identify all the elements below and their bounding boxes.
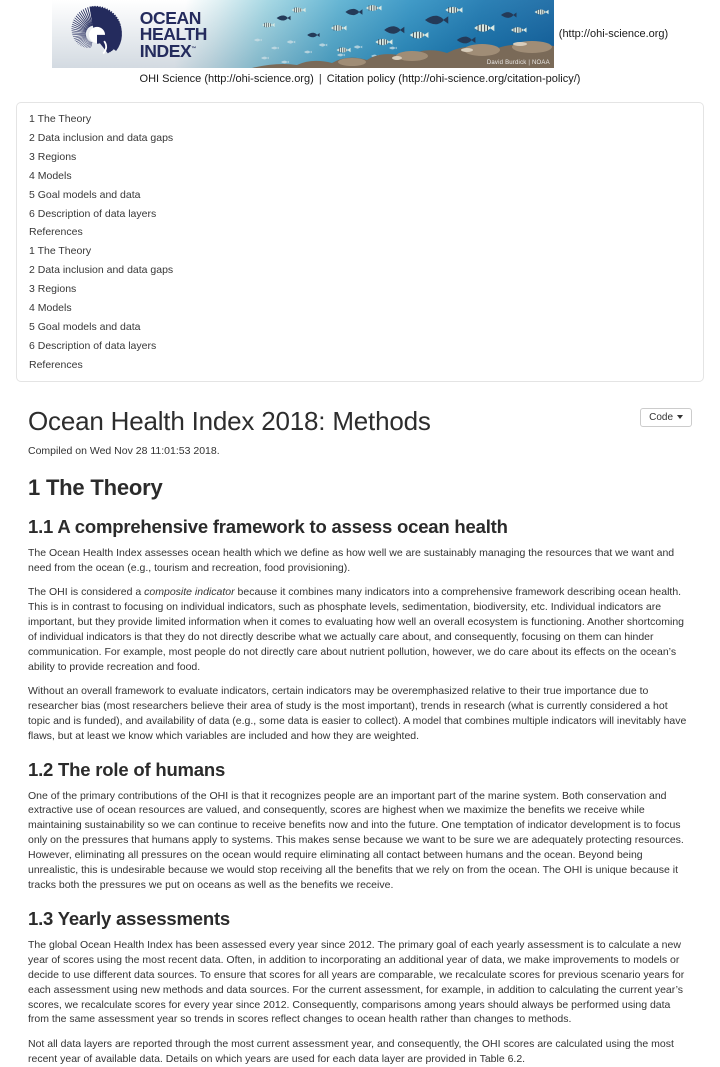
ohi-science-link[interactable]: OHI Science (http://ohi-science.org) [140, 73, 314, 85]
paragraph: The global Ocean Health Index has been assessed every year since 2012. The primary goal of each yearly assessment is to calculate a new year of scores using the most recent data. Often, in addition to incorporating an additional year of data, we make improvements to models or decide to use different data sources. To ensure that scores for all years are comparable, we recalculate scores for previous scenario years for each assessment using new methods and data sources. For the current assessment, for example, in addition to calculating the current year’s scores, we recalculate scores for every year since 2012. Consequently, comparisons among years should always be performed using data from the same assessment year so trends in scores reflect changes to ocean health rather than changes to methods. [28, 938, 692, 1027]
toc-item-models-2[interactable]: 4 Models [29, 299, 691, 318]
toc-item-references-2[interactable]: References [29, 356, 691, 375]
logo-line-2: HEALTH [140, 27, 207, 43]
trademark-symbol: ™ [191, 46, 196, 52]
code-dropdown-button[interactable] [640, 408, 692, 427]
logo-line-3: INDEX™ [140, 42, 207, 59]
section-1-heading: 1 The Theory [28, 475, 692, 501]
toc-item-regions[interactable]: 3 Regions [29, 148, 691, 167]
section-1-3-heading: 1.3 Yearly assessments [28, 908, 692, 930]
code-button-label: Code [649, 412, 673, 423]
ohi-logo-sunburst-icon [56, 1, 138, 67]
document-title: Ocean Health Index 2018: Methods [28, 406, 692, 437]
italic-term: composite indicator [144, 586, 234, 598]
compiled-date: Compiled on Wed Nov 28 11:01:53 2018. [28, 445, 692, 457]
toc-item-data-layers-2[interactable]: 6 Description of data layers [29, 337, 691, 356]
citation-policy-link[interactable]: Citation policy (http://ohi-science.org/citation-policy/) [327, 73, 581, 85]
paragraph: One of the primary contributions of the OHI is that it recognizes people are an important part of the marine system. Both conservation and extractive use of ocean resources are valued, and consequently, scores are highest when we maximize the benefits we receive while maintaining sustainability so we can continue to receive benefits now and into the future. One temptation of indicator development is to focus only on the pressures that humans apply to systems. This makes sense because we want to be sure we are adequately protecting resources. However, eliminating all pressures on the ocean would require eliminating all contact between humans and the ocean. Beyond being unrealistic, this is undesirable because we would stop receiving all the benefits that we rely on from the ocean. The OHI is unique because it tracks both the pressures we put on oceans as well as the benefits we receive. [28, 789, 692, 893]
toc-item-models[interactable]: 4 Models [29, 167, 691, 186]
caret-down-icon [677, 415, 683, 419]
paragraph: Without an overall framework to evaluate indicators, certain indicators may be overemphasized relative to their true importance due to researcher bias (most researchers believe their area of study is the most important), trends in research (what is currently considered a hot topic and is funded), and availability of data (e.g., some data is easier to collect). A model that combines multiple indicators will inevitably have flaws, but at least we know which variables are included and how they are weighted. [28, 684, 692, 744]
paragraph: Not all data layers are reported through the most current assessment year, and consequently, the OHI scores are calculated using the most recent year of available data. Details on which years are used for each data layer are provided in Table 6.2. [28, 1037, 692, 1067]
section-1-1-heading: 1.1 A comprehensive framework to assess ocean health [28, 516, 692, 538]
ohi-logo-wordmark [140, 11, 207, 59]
logo-line-1: OCEAN [140, 11, 207, 27]
table-of-contents [16, 102, 704, 382]
photo-credit: David Burdick | NOAA [487, 60, 550, 66]
toc-item-data-inclusion-2[interactable]: 2 Data inclusion and data gaps [29, 261, 691, 280]
toc-item-references[interactable]: References [29, 223, 691, 242]
header-nav [0, 73, 720, 85]
ohi-logo [56, 1, 207, 67]
paragraph: The Ocean Health Index assesses ocean health which we define as how well we are sustainably managing the resources that we want and need from the ocean (e.g., tourism and recreation, food provisioning). [28, 546, 692, 576]
header-site-url-link[interactable]: (http://ohi-science.org) [559, 28, 668, 40]
paragraph: The OHI is considered a composite indicator because it combines many indicators into a comprehensive framework describing ocean health. This is in contrast to focusing on individual indicators, such as phosphate levels, sedimentation, biodiversity, etc. Individual indicators are important, but they provide limited information when it comes to evaluating how well an overall ecosystem is functioning. Another shortcoming of individual indicators is that they do not directly describe what we actually care about, and consequently, focusing on them can hinder communication. For example, most people do not directly care about nutrient pollution, however, we do care about its effects on the ocean’s ability to provide recreation and food. [28, 585, 692, 674]
page-header [0, 0, 720, 85]
toc-item-data-layers[interactable]: 6 Description of data layers [29, 205, 691, 224]
document-body [0, 406, 720, 1067]
toc-item-theory[interactable]: 1 The Theory [29, 110, 691, 129]
toc-item-regions-2[interactable]: 3 Regions [29, 280, 691, 299]
nav-separator: | [319, 73, 322, 85]
section-1-2-heading: 1.2 The role of humans [28, 759, 692, 781]
toc-item-goal-models[interactable]: 5 Goal models and data [29, 186, 691, 205]
toc-item-goal-models-2[interactable]: 5 Goal models and data [29, 318, 691, 337]
header-banner-link[interactable] [52, 0, 554, 68]
toc-item-theory-2[interactable]: 1 The Theory [29, 242, 691, 261]
toc-item-data-inclusion[interactable]: 2 Data inclusion and data gaps [29, 129, 691, 148]
